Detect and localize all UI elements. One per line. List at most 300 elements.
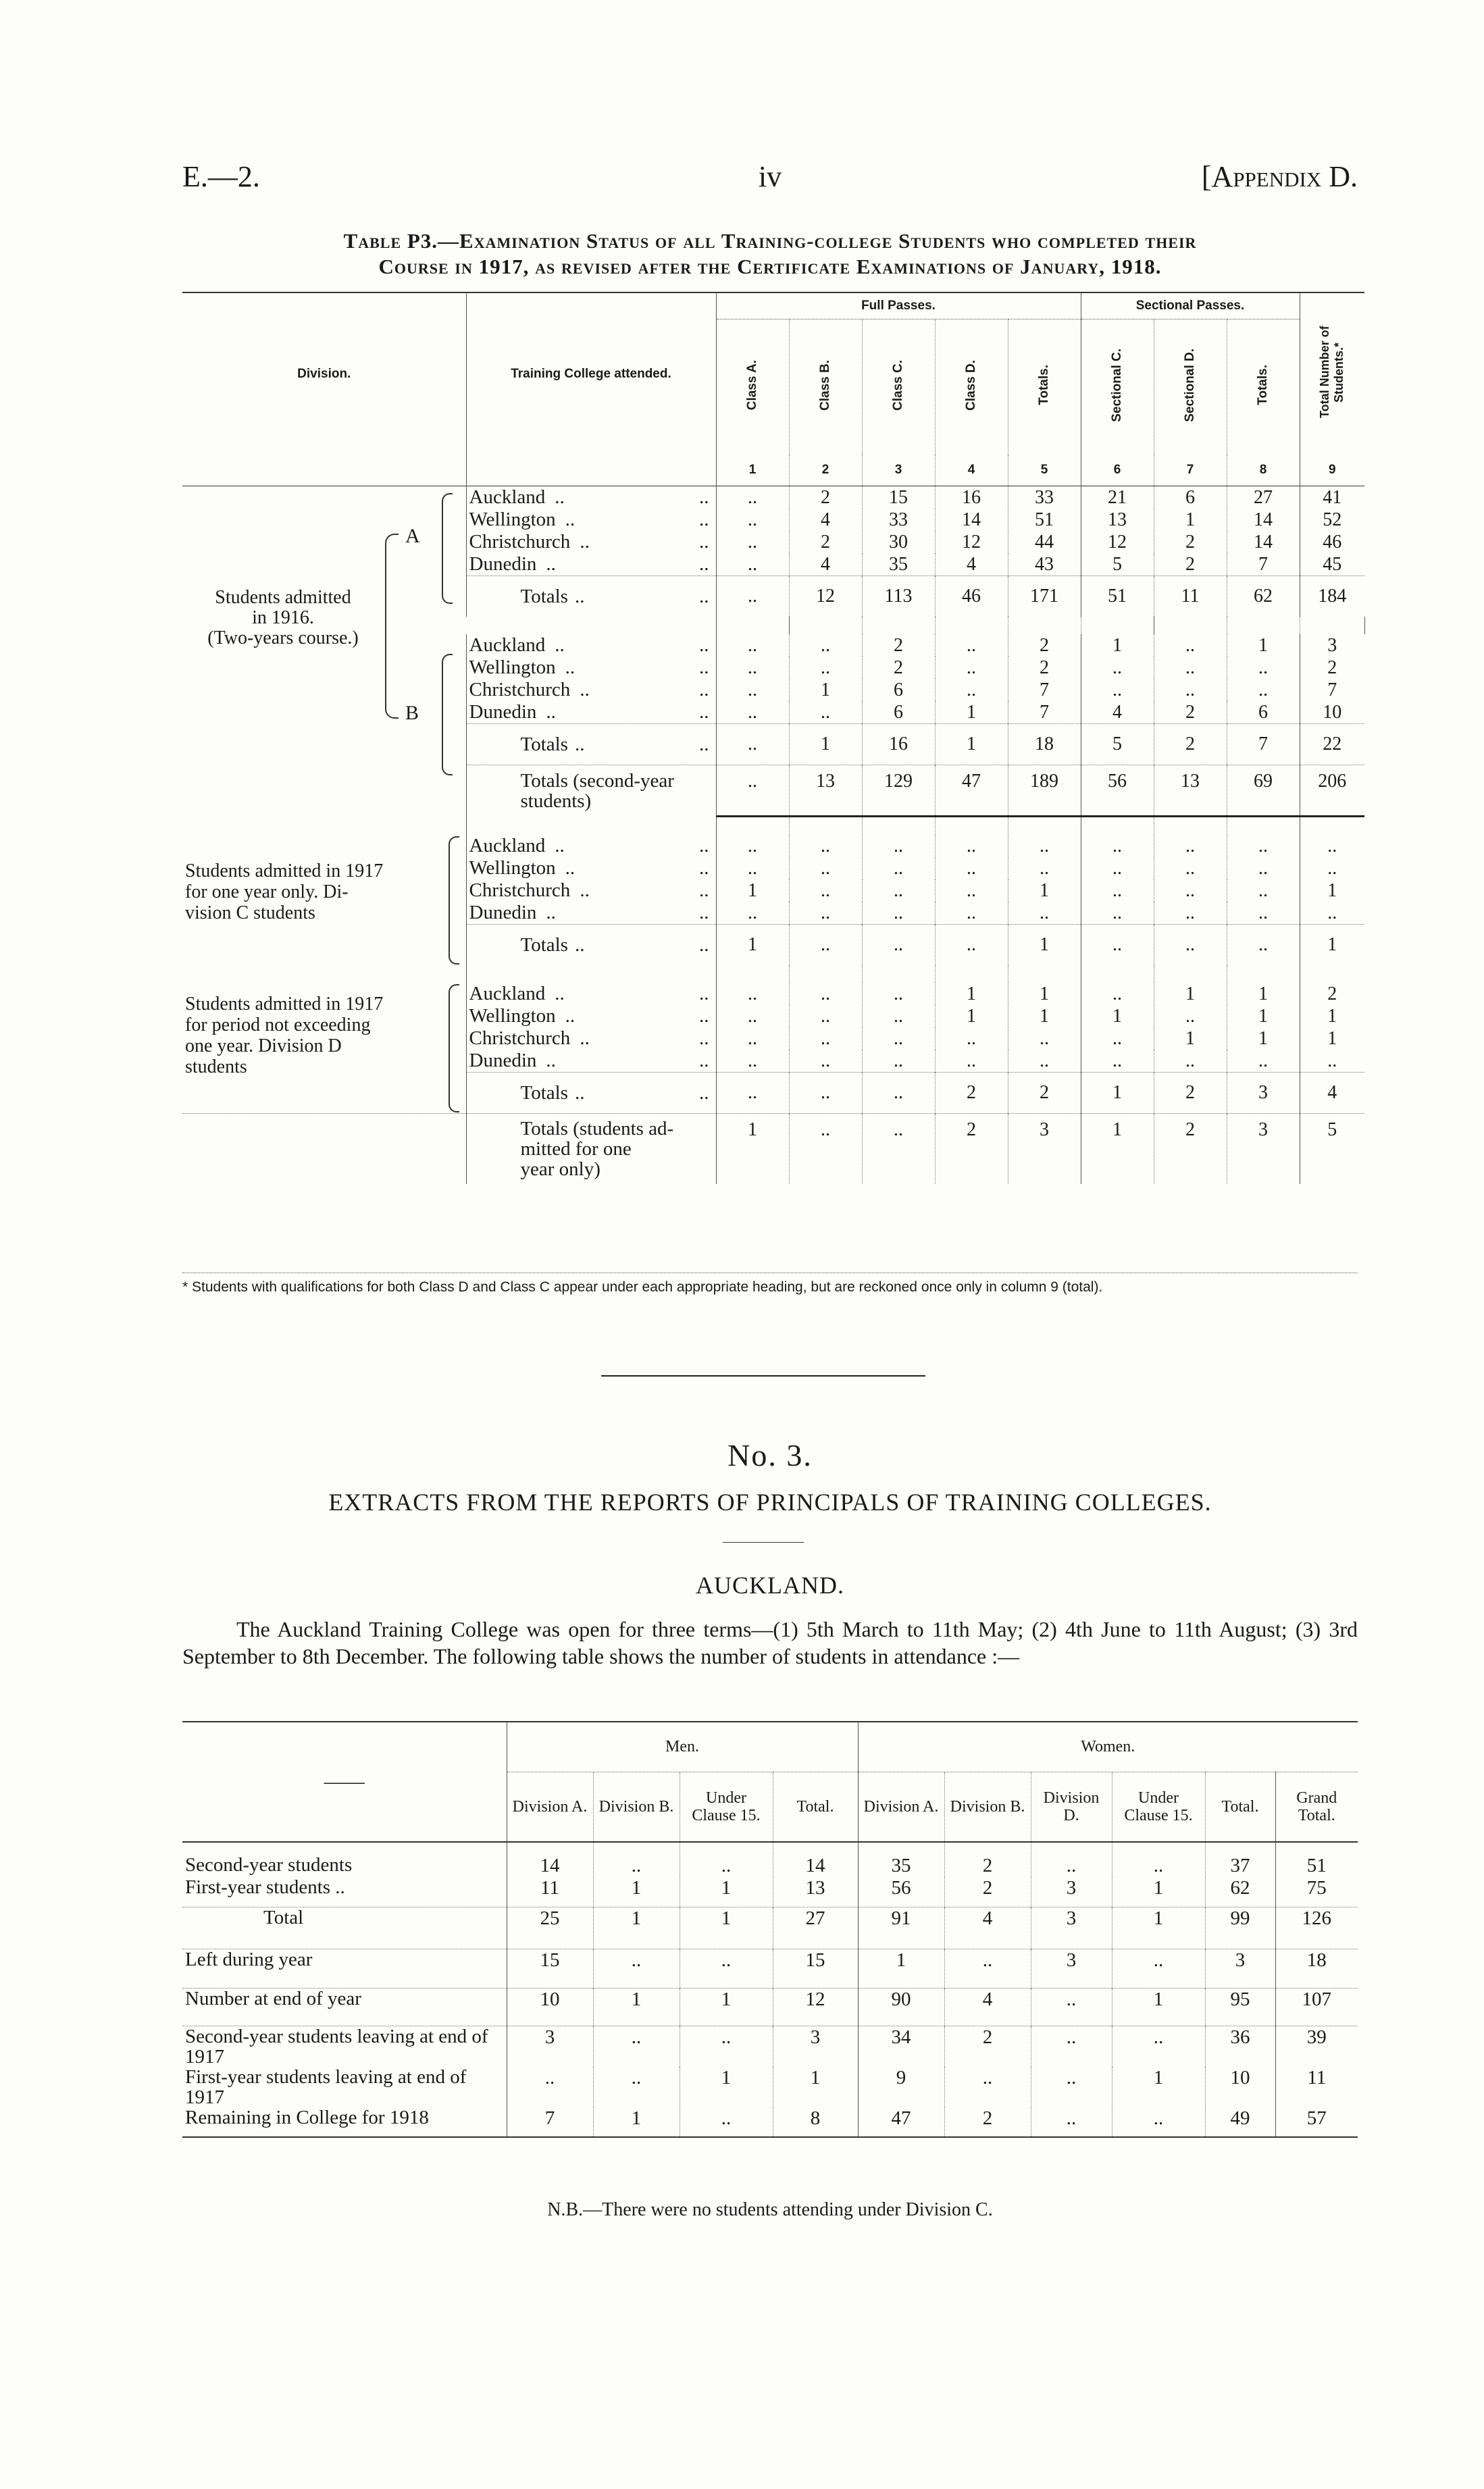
attendance-cell: 10 [507, 1988, 593, 2026]
attendance-cell: 4 [944, 1907, 1031, 1949]
attendance-cell: 14 [773, 1842, 858, 1877]
college-row-cell: .. [716, 657, 789, 679]
college-row-cell: .. [789, 701, 862, 724]
attendance-cell: .. [1112, 2107, 1205, 2137]
division-text-line: (Two-years course.) [207, 627, 359, 648]
attendance-cell: .. [1112, 2026, 1205, 2067]
college-name: Dunedin [469, 553, 537, 575]
attendance-cell: 1 [593, 2107, 680, 2137]
college-row-cell: .. [1227, 1050, 1300, 1073]
totals-row-cell: 2 [1008, 1073, 1081, 1114]
college-row-cell: .. [716, 679, 789, 701]
totals-row-cell: 18 [1008, 724, 1081, 765]
column-header-sectional-c: Sectional C. [1081, 319, 1154, 455]
column-number: 5 [1008, 455, 1081, 486]
leader-dots: .. [555, 835, 565, 856]
attendance-cell: .. [1112, 1949, 1205, 1988]
attendance-cell: .. [1031, 2067, 1112, 2107]
college-row-cell: 51 [1008, 509, 1081, 531]
college-row-cell: .. [862, 879, 935, 902]
totals-row-cell: 7 [1227, 724, 1300, 765]
college-row-cell: 16 [935, 486, 1008, 509]
college-row-cell: .. [935, 634, 1008, 657]
college-row-cell: 12 [1081, 531, 1154, 553]
college-row-cell: 1 [1300, 879, 1364, 902]
attendance-cell: .. [1031, 2107, 1112, 2137]
leader-dots: .. [699, 835, 709, 856]
attendance-cell: .. [680, 2026, 773, 2067]
attendance-cell: .. [1112, 1842, 1205, 1877]
college-row-cell: 2 [1300, 983, 1364, 1005]
college-row-cell: 21 [1081, 486, 1154, 509]
second-year-totals-cell: 129 [862, 765, 935, 817]
division-text-line: students [185, 1056, 247, 1077]
column-header-men-division-a: Division A. [507, 1772, 593, 1842]
college-row-cell: 1 [1227, 983, 1300, 1005]
college-row-cell: .. [1008, 902, 1081, 925]
leader-dots: .. [574, 933, 585, 956]
attendance-cell: 49 [1205, 2107, 1275, 2137]
column-header-total-students: Total Number of Students.* [1300, 292, 1364, 455]
college-row-cell: 1 [935, 1005, 1008, 1027]
college-row-cell: 1 [1227, 1005, 1300, 1027]
college-row-cell: 2 [789, 531, 862, 553]
college-row-cell: .. [789, 1005, 862, 1027]
totals-row-cell: 46 [935, 576, 1008, 617]
college-row-cell: 1 [1227, 1027, 1300, 1050]
column-header-grand-total: Grand Total. [1275, 1772, 1358, 1842]
totals-row-cell: 1 [1300, 925, 1364, 966]
college-row-cell: 3 [1300, 634, 1364, 657]
college-row-cell: .. [789, 879, 862, 902]
college-name: Dunedin [469, 701, 537, 723]
attendance-cell: 1 [1112, 2067, 1205, 2107]
leader-dots: .. [555, 634, 565, 656]
college-name: Auckland [469, 983, 546, 1004]
one-year-totals-cell: 3 [1008, 1114, 1081, 1184]
attendance-cell: 3 [1031, 1949, 1112, 1988]
totals-row-cell: 184 [1300, 576, 1364, 617]
leader-dots: .. [699, 486, 709, 508]
attendance-cell: 27 [773, 1907, 858, 1949]
college-row-cell: .. [1008, 1050, 1081, 1073]
college-row-cell: 1 [1154, 509, 1227, 531]
college-name: Wellington [469, 509, 556, 530]
college-row-cell: 7 [1008, 679, 1081, 701]
college-row-cell: .. [1154, 857, 1227, 879]
college-row-cell: .. [1227, 679, 1300, 701]
second-year-totals-cell: 13 [1154, 765, 1227, 817]
column-header-women-total: Total. [1205, 1772, 1275, 1842]
column-header-women-division-b: Division B. [944, 1772, 1031, 1842]
college-row-cell: .. [716, 1027, 789, 1050]
brace-a [442, 493, 453, 604]
leader-dots: .. [565, 509, 575, 530]
leader-dots: .. [546, 553, 556, 575]
table-row [182, 983, 1364, 1005]
leader-dots: .. [580, 679, 590, 700]
leader-dots: .. [699, 553, 709, 575]
college-row-cell: .. [862, 1050, 935, 1073]
college-row-cell: 6 [862, 679, 935, 701]
leader-dots: .. [699, 1005, 709, 1027]
college-row-cell: .. [1154, 1005, 1227, 1027]
attendance-cell: 3 [773, 2026, 858, 2067]
college-row-cell: 13 [1081, 509, 1154, 531]
second-year-totals-cell: 47 [935, 765, 1008, 817]
college-row-cell: .. [862, 1005, 935, 1027]
college-row-cell: 44 [1008, 531, 1081, 553]
second-year-totals-cell: 189 [1008, 765, 1081, 817]
attendance-row-label: Number at end of year [185, 1987, 361, 2009]
subsection-title: AUCKLAND. [696, 1572, 844, 1599]
college-row-cell: 4 [789, 509, 862, 531]
header-reference: E.—2. [182, 160, 260, 193]
attendance-row [182, 1877, 1358, 1907]
group-header-full-passes: Full Passes. [716, 292, 1081, 319]
totals-row-cell: 3 [1227, 1073, 1300, 1114]
college-row-cell: 1 [1008, 983, 1081, 1005]
college-row-cell: .. [789, 1050, 862, 1073]
leader-dots: .. [574, 733, 585, 755]
totals-label-line: year only) [520, 1158, 600, 1180]
college-name: Christchurch [469, 531, 571, 553]
leader-dots: .. [574, 585, 585, 607]
college-row-cell: 14 [1227, 509, 1300, 531]
attendance-grid [182, 1721, 1358, 2138]
attendance-cell: .. [593, 1949, 680, 1988]
college-row-cell: .. [1081, 679, 1154, 701]
totals-row-cell: .. [862, 1073, 935, 1114]
one-year-totals-cell: 5 [1300, 1114, 1364, 1184]
college-row-college [466, 1027, 716, 1050]
totals-label-line: students) [520, 790, 592, 812]
attendance-cell: .. [680, 1949, 773, 1988]
attendance-cell: 36 [1205, 2026, 1275, 2067]
college-row-cell: 1 [1008, 1005, 1081, 1027]
group-header-sectional-passes: Sectional Passes. [1081, 292, 1300, 319]
college-row-cell: 2 [1154, 701, 1227, 724]
attendance-cell: 39 [1275, 2026, 1358, 2067]
college-row-cell: 14 [935, 509, 1008, 531]
attendance-cell: 13 [773, 1877, 858, 1907]
college-row-cell: 1 [935, 983, 1008, 1005]
leader-dots: .. [565, 857, 575, 879]
college-name: Auckland [469, 486, 546, 508]
one-year-totals-row [182, 1114, 1364, 1184]
totals-row-cell: 4 [1300, 1073, 1364, 1114]
attendance-cell: 9 [858, 2067, 944, 2107]
one-year-totals-cell: 3 [1227, 1114, 1300, 1184]
attendance-cell: 34 [858, 2026, 944, 2067]
division-text-line: Students admitted in 1917 [185, 860, 384, 881]
attendance-cell: .. [593, 2026, 680, 2067]
division-text-line: in 1916. [252, 607, 314, 628]
college-row-cell: 1 [1300, 1027, 1364, 1050]
attendance-cell: 1 [1112, 1907, 1205, 1949]
attendance-row [182, 1842, 1358, 1877]
leader-dots: .. [699, 531, 709, 553]
column-header-class-a: Class A. [716, 319, 789, 455]
college-row-cell: .. [1008, 857, 1081, 879]
college-row-college [466, 486, 716, 509]
totals-row-cell: 1 [1008, 925, 1081, 966]
leader-dots: .. [699, 933, 709, 956]
attendance-body [182, 1842, 1358, 2137]
group-header-women: Women. [858, 1722, 1358, 1772]
college-row-cell: .. [862, 857, 935, 879]
attendance-cell: .. [944, 2067, 1031, 2107]
leader-dots: .. [555, 983, 565, 1004]
leader-dots: .. [699, 634, 709, 656]
totals-row-cell: .. [716, 724, 789, 765]
college-row-cell: .. [1081, 1050, 1154, 1073]
college-row-cell: .. [935, 1050, 1008, 1073]
leader-dots: .. [699, 679, 709, 700]
table-row [182, 835, 1364, 857]
attendance-cell: 2 [944, 2026, 1031, 2067]
title-underline [723, 1542, 804, 1543]
college-row-cell: 2 [789, 486, 862, 509]
division-text-line: Students admitted in 1917 [185, 993, 384, 1015]
college-row-cell: .. [1227, 835, 1300, 857]
totals-row-cell: .. [862, 925, 935, 966]
attendance-cell: 15 [507, 1949, 593, 1988]
college-row-cell: 1 [789, 679, 862, 701]
totals-row-cell: .. [1227, 925, 1300, 966]
brace-1916 [385, 534, 399, 719]
college-row-cell: .. [1227, 657, 1300, 679]
attendance-cell: 1 [858, 1949, 944, 1988]
college-row-cell: 33 [1008, 486, 1081, 509]
college-row-cell: 27 [1227, 486, 1300, 509]
attendance-cell: 1 [680, 2067, 773, 2107]
attendance-row-label: First-year students leaving at end of 1917 [185, 2065, 467, 2108]
totals-row-cell: 2 [935, 1073, 1008, 1114]
college-name: Auckland [469, 634, 546, 656]
college-row-cell: 4 [789, 553, 862, 576]
college-row-cell: .. [716, 486, 789, 509]
stub-header: —— [324, 1770, 365, 1793]
one-year-totals-cell: 1 [716, 1114, 789, 1184]
attendance-cell: 12 [773, 1988, 858, 2026]
attendance-cell: 90 [858, 1988, 944, 2026]
attendance-note: N.B.—There were no students attending under Division C. [547, 2199, 993, 2220]
attendance-row-label: Left during year [185, 1948, 313, 1970]
totals-row-cell: .. [789, 925, 862, 966]
attendance-cell: 57 [1275, 2107, 1358, 2137]
division-d-brace [449, 984, 459, 1112]
table-p3-title-line-1: Table P3.—Examination Status of all Training-college Students who completed their [343, 229, 1197, 253]
column-header-sectional-d: Sectional D. [1154, 319, 1227, 455]
college-row-cell: .. [1300, 857, 1364, 879]
college-name: Wellington [469, 1005, 556, 1027]
attendance-cell: 91 [858, 1907, 944, 1949]
leader-dots: .. [699, 902, 709, 923]
attendance-cell: 1 [593, 1988, 680, 2026]
totals-row-cell: .. [716, 576, 789, 617]
totals-row-cell: 171 [1008, 576, 1081, 617]
totals-row-cell: 113 [862, 576, 935, 617]
college-row-cell: 43 [1008, 553, 1081, 576]
college-row-college [466, 879, 716, 902]
college-row-cell: .. [935, 879, 1008, 902]
division-text-line: Students admitted [215, 587, 351, 608]
college-row-cell: .. [1227, 879, 1300, 902]
attendance-cell: 1 [1112, 1877, 1205, 1907]
college-row-college [466, 983, 716, 1005]
college-row-cell: .. [1008, 835, 1081, 857]
college-row-cell: .. [935, 1027, 1008, 1050]
subdivision-label-a: A [405, 525, 420, 547]
college-row-cell: .. [935, 835, 1008, 857]
college-row-cell: .. [1154, 634, 1227, 657]
college-row-cell: .. [789, 657, 862, 679]
attendance-cell: 2 [944, 1877, 1031, 1907]
totals-row-cell: 1 [716, 925, 789, 966]
attendance-cell: 75 [1275, 1877, 1358, 1907]
college-row-cell: 33 [862, 509, 935, 531]
attendance-cell: 56 [858, 1877, 944, 1907]
college-row-cell: .. [935, 902, 1008, 925]
division-text-line: one year. Division D [185, 1035, 342, 1056]
attendance-cell: 1 [680, 1907, 773, 1949]
college-name: Dunedin [469, 1050, 537, 1071]
college-row-cell: .. [1154, 657, 1227, 679]
attendance-row [182, 2067, 1358, 2107]
college-row-cell: 1 [1154, 1027, 1227, 1050]
college-row-cell: .. [1008, 1027, 1081, 1050]
attendance-cell: 1 [680, 1877, 773, 1907]
college-name: Wellington [469, 657, 556, 678]
table-row [182, 486, 1364, 509]
college-row-college [466, 701, 716, 724]
division-text-line: for one year only. Di- [185, 881, 349, 902]
college-row-cell: 45 [1300, 553, 1364, 576]
totals-label-line: Totals (second-year [520, 769, 674, 792]
leader-dots: .. [546, 701, 556, 723]
college-row-cell: 2 [1154, 531, 1227, 553]
college-row-cell: 7 [1300, 679, 1364, 701]
leader-dots: .. [699, 879, 709, 901]
spacer-row [182, 965, 1364, 983]
totals-label: Totals [520, 933, 568, 956]
attendance-cell: .. [593, 2067, 680, 2107]
college-row-cell: .. [1227, 857, 1300, 879]
leader-dots: .. [699, 733, 709, 755]
attendance-row [182, 1949, 1358, 1988]
column-header-class-b: Class B. [789, 319, 862, 455]
college-row-cell: 6 [1154, 486, 1227, 509]
college-row-cell: .. [789, 857, 862, 879]
college-row-college [466, 679, 716, 701]
attendance-cell: 1 [593, 1907, 680, 1949]
totals-row-label [466, 576, 716, 617]
totals-row-cell: 5 [1081, 724, 1154, 765]
column-header-college: Training College attended. [466, 292, 716, 455]
totals-row-cell: .. [789, 1073, 862, 1114]
totals-row-cell: 16 [862, 724, 935, 765]
totals-row-cell: .. [935, 925, 1008, 966]
college-row-cell: 41 [1300, 486, 1364, 509]
attendance-cell: 99 [1205, 1907, 1275, 1949]
college-row-cell: 1 [935, 701, 1008, 724]
college-row-cell: 2 [1008, 634, 1081, 657]
college-row-cell: 2 [1300, 657, 1364, 679]
college-row-cell: 4 [935, 553, 1008, 576]
totals-row-cell: 12 [789, 576, 862, 617]
college-row-cell: 52 [1300, 509, 1364, 531]
college-row-college [466, 657, 716, 679]
college-row-cell: 1 [1081, 634, 1154, 657]
attendance-cell: 2 [944, 1842, 1031, 1877]
college-row-college [466, 1050, 716, 1073]
leader-dots: .. [580, 531, 590, 553]
college-row-cell: 1 [1300, 1005, 1364, 1027]
attendance-cell: 1 [593, 1877, 680, 1907]
college-row-cell: 12 [935, 531, 1008, 553]
leader-dots: .. [555, 486, 565, 508]
totals-label: Totals [520, 585, 568, 607]
attendance-cell: 1 [773, 2067, 858, 2107]
division-text-line: vision C students [185, 902, 315, 923]
attendance-cell: 107 [1275, 1988, 1358, 2026]
column-header-women-division-a: Division A. [858, 1772, 944, 1842]
attendance-cell: 25 [507, 1907, 593, 1949]
attendance-cell: 1 [1112, 1988, 1205, 2026]
college-row-cell: .. [789, 835, 862, 857]
table-p3-body [182, 486, 1364, 1184]
page-number: iv [758, 160, 782, 193]
division-c-brace [449, 836, 459, 965]
attendance-cell: .. [1031, 1988, 1112, 2026]
college-row-cell: .. [1154, 879, 1227, 902]
college-row-cell: .. [716, 701, 789, 724]
college-row-cell: .. [935, 679, 1008, 701]
college-row-cell: .. [716, 509, 789, 531]
second-year-totals-cell: 69 [1227, 765, 1300, 817]
header-appendix: [Appendix D. [1201, 160, 1358, 193]
second-year-totals-cell: 56 [1081, 765, 1154, 817]
college-row-cell: .. [1300, 902, 1364, 925]
table-p3-footnote: * Students with qualifications for both Class D and Class C appear under each appropriate heading, but are reckoned once only in column 9 (total). [182, 1273, 1358, 1295]
college-row-college [466, 1005, 716, 1027]
leader-dots: .. [546, 902, 556, 923]
leader-dots: .. [699, 509, 709, 530]
attendance-cell: 95 [1205, 1988, 1275, 2026]
college-row-cell: .. [789, 634, 862, 657]
attendance-cell: 47 [858, 2107, 944, 2137]
second-year-totals-cell: 206 [1300, 765, 1364, 817]
totals-label-line: mitted for one [520, 1137, 632, 1160]
college-row-cell: 46 [1300, 531, 1364, 553]
college-row-cell: .. [1081, 835, 1154, 857]
leader-dots: .. [565, 657, 575, 678]
attendance-cell: 11 [1275, 2067, 1358, 2107]
college-row-cell: .. [935, 857, 1008, 879]
table-p3-title-line-2: Course in 1917, as revised after the Certificate Examinations of January, 1918. [378, 255, 1162, 278]
attendance-cell: 7 [507, 2107, 593, 2137]
college-row-cell: .. [789, 1027, 862, 1050]
college-row-cell: .. [1081, 1027, 1154, 1050]
leader-dots: .. [699, 585, 709, 607]
one-year-totals-cell: .. [862, 1114, 935, 1184]
college-row-cell: .. [716, 1050, 789, 1073]
college-row-college [466, 835, 716, 857]
leader-dots: .. [699, 1027, 709, 1049]
attendance-cell: 14 [507, 1842, 593, 1877]
college-row-cell: 2 [1008, 657, 1081, 679]
